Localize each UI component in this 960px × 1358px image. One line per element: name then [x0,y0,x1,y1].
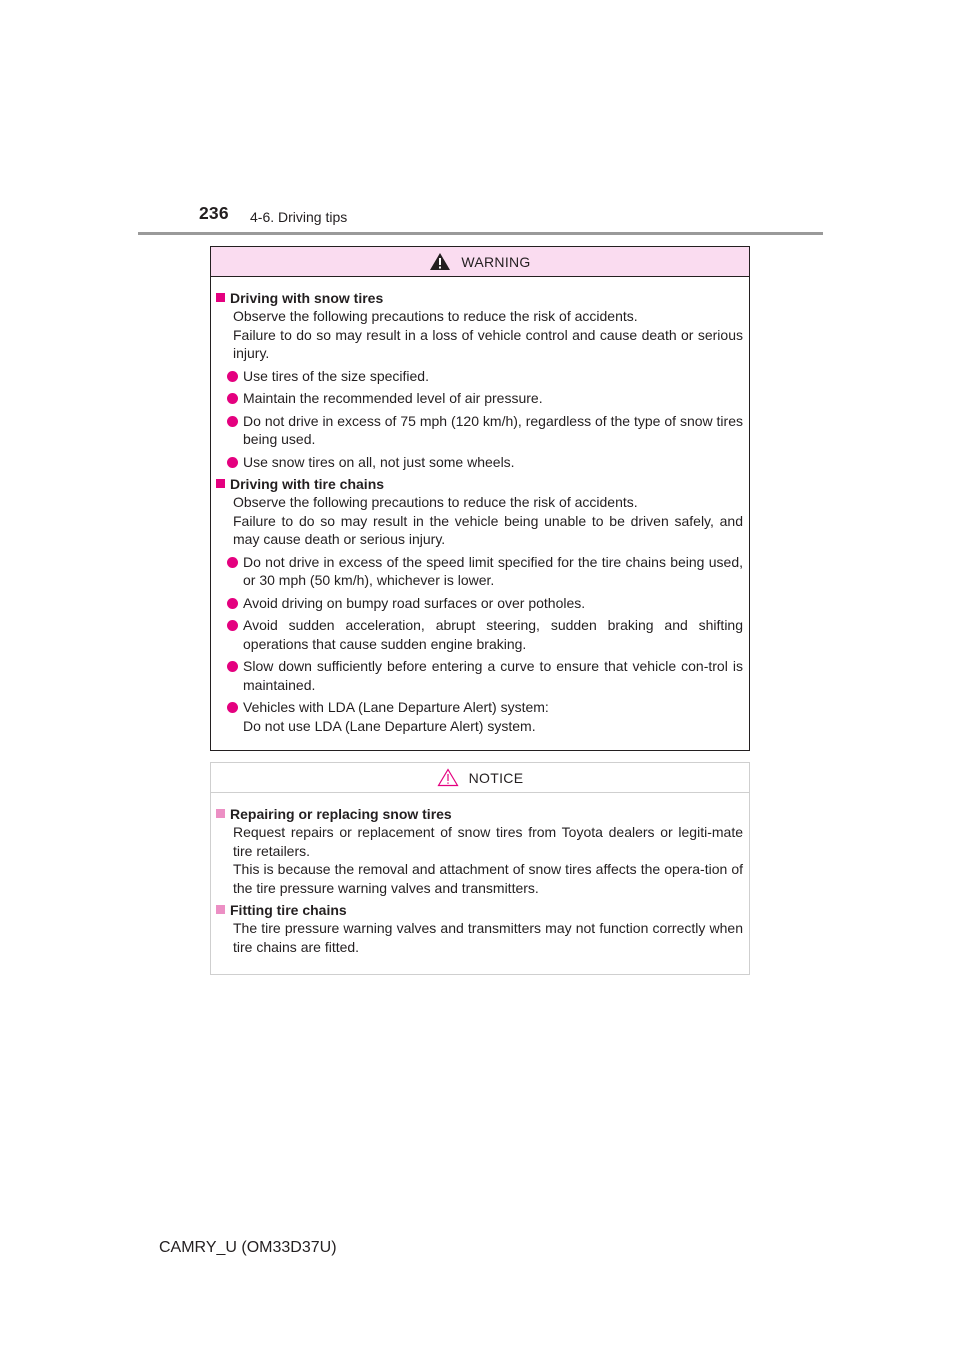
list-item [227,553,743,590]
list-item [227,367,743,386]
square-bullet-icon [216,479,225,488]
header-rule [138,232,823,235]
list-item [227,412,743,449]
notice-header [211,763,749,793]
list-item-text: Slow down sufficiently before entering a curve to ensure that vehicle con-trol is maintained. [243,658,743,693]
paragraph: Failure to do so may result in a loss of vehicle control and cause death or serious injury. [233,326,743,361]
section-heading-text: Driving with snow tires [230,290,384,306]
circle-bullet-icon [227,702,238,713]
paragraph: Observe the following precautions to reduce the risk of accidents. [233,308,638,324]
list-item-text: Use tires of the size specified. [243,367,429,384]
notice-box [210,762,750,975]
section-title: 4-6. Driving tips [250,209,348,225]
circle-bullet-icon [227,416,238,427]
warning-header [211,247,749,277]
warning-title: WARNING [461,253,531,270]
list-item [227,453,743,472]
section-heading [216,805,743,823]
circle-bullet-icon [227,457,238,468]
paragraph: Failure to do so may result in the vehicle being unable to be driven safely, and may cause death or serious injury. [233,512,743,547]
square-bullet-icon [216,905,225,914]
notice-triangle-icon [437,768,459,787]
section-heading-text: Fitting tire chains [230,902,347,918]
list-item [227,698,743,735]
warning-triangle-icon [429,252,451,271]
list-item [227,616,743,653]
circle-bullet-icon [227,598,238,609]
list-item-text: Avoid driving on bumpy road surfaces or over potholes. [243,594,586,611]
paragraph: The tire pressure warning valves and transmitters may not function correctly when tire chains are fitted. [233,920,743,955]
list-item-text: Maintain the recommended level of air pressure. [243,390,543,406]
square-bullet-icon [216,809,225,818]
list-item [227,594,743,613]
circle-bullet-icon [227,557,238,568]
section-heading [216,289,743,307]
list-item-line: Do not use LDA (Lane Departure Alert) system. [243,717,536,734]
paragraph: Request repairs or replacement of snow tires from Toyota dealers or legiti-mate tire retailers. [233,824,743,859]
circle-bullet-icon [227,661,238,672]
section-heading [216,901,743,919]
paragraph: Observe the following precautions to reduce the risk of accidents. [233,494,638,510]
list-item-text: Do not drive in excess of 75 mph (120 km/h), regardless of the type of snow tires being used. [243,412,743,447]
page-number: 236 [199,203,229,223]
section-heading-text: Repairing or replacing snow tires [230,806,452,822]
section-heading [216,475,743,493]
paragraph: This is because the removal and attachment of snow tires affects the opera-tion of the tire pressure warning valves and transmitters. [233,861,743,896]
list-item-text: Avoid sudden acceleration, abrupt steering, sudden braking and shifting operations that cause sudden engine braking. [243,617,743,652]
circle-bullet-icon [227,620,238,631]
notice-body [211,793,749,956]
list-item-line: Vehicles with LDA (Lane Departure Alert) system: [243,699,549,715]
circle-bullet-icon [227,371,238,382]
list-item-text: Do not drive in excess of the speed limit specified for the tire chains being used, or 30 mph (50 km/h), whichever is lower. [243,553,743,588]
list-item [227,657,743,694]
square-bullet-icon [216,293,225,302]
warning-box [210,246,750,751]
notice-title: NOTICE [468,769,524,786]
list-item-text: Use snow tires on all, not just some wheels. [243,453,515,470]
list-item [227,389,743,408]
list-item-text [243,698,743,735]
circle-bullet-icon [227,393,238,404]
warning-body [211,277,749,735]
section-heading-text: Driving with tire chains [230,476,385,492]
footer-doc-id: CAMRY_U (OM33D37U) [159,1239,337,1256]
